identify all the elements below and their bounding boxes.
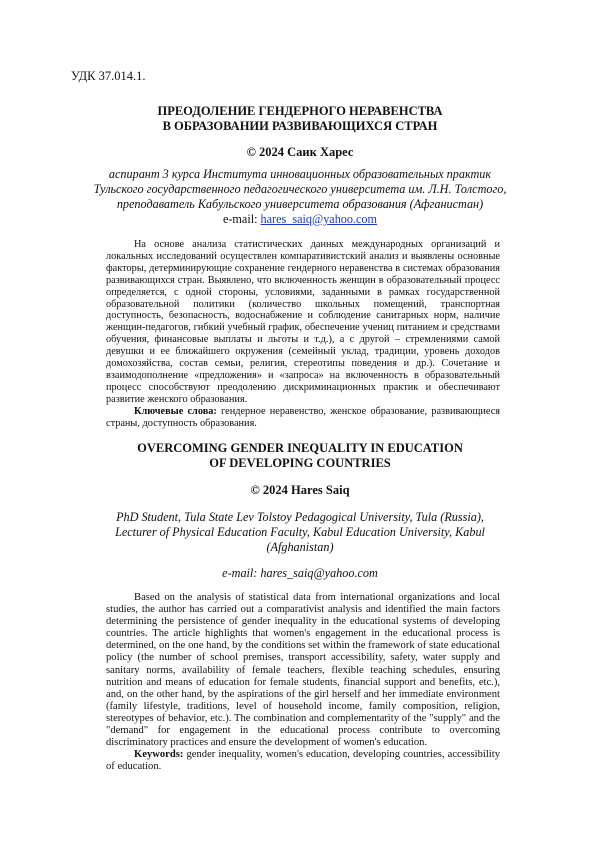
en-title-line: OF DEVELOPING COUNTRIES <box>209 456 391 470</box>
en-affiliation-line: (Afghanistan) <box>266 540 334 554</box>
ru-email-line <box>0 212 600 227</box>
en-affiliation-line: PhD Student, Tula State Lev Tolstoy Pedagogical University, Tula (Russia), <box>116 510 484 524</box>
ru-title-line: ПРЕОДОЛЕНИЕ ГЕНДЕРНОГО НЕРАВЕНСТВА <box>157 104 443 118</box>
ru-author: © 2024 Саик Харес <box>246 145 354 159</box>
en-affiliation-line: Lecturer of Physical Education Faculty, Kabul Education University, Kabul <box>115 525 485 539</box>
en-abstract <box>106 592 500 773</box>
ru-keywords-text: гендерное неравенство, женское образование, развивающиеся страны, доступность образования. <box>106 405 501 429</box>
ru-keywords-label: Ключевые слова: <box>134 405 217 417</box>
en-email-line: e-mail: hares_saiq@yahoo.com <box>222 566 378 580</box>
ru-affiliation <box>90 167 510 212</box>
ru-abstract-text: На основе анализа статистических данных международных организаций и локальных исследований осуществлен компаративистский анализ и выявлены основные факторы, детерминирующие сохранение гендерного неравенства в системах образования развивающихся стран. Выявлено, что включенность женщин в образовательный процесс определяется, с одной стороны, условиями, заданными в рамках государственной образовательной политики (количество школьных помещений, транспортная доступность, безопасность, водоснабжение и соблюдение санитарных норм, наличие женщин-педагогов, гибкий учебный график, обеспечение учениц питанием и средствами обучения, финансовые выплаты и льготы и т.д.), а с другой – стремлениями самой девушки и ее ближайшего окружения (семейный уклад, традиции, уровень доходов домохозяйства, состав семьи, религия, стереотипы поведения и др.). Сочетание и взаимодополнение «предложения» и «запроса» на включенность в образовательный процесс способствуют преодолению дискриминационных практик и обеспечивают развитие женского образования. <box>106 239 500 405</box>
en-abstract-text: Based on the analysis of statistical data from international organizations and local studies, the author has carried out a comparativist analysis and identified the main factors determining the persistence of gender inequality in the educational systems of developing countries. The article highlights that women's engagement in the educational process is determined, on the one hand, by the conditions set within the framework of state educational policy (the number of school premises, transport accessibility, safety, water supply and sanitary norms, availability of female teachers, flexible teaching schedules, ensuring nutrition and means of education for female students, financial support and benefits, etc.), and, on the other hand, by the aspirations of the girl herself and her immediate environment (family lifestyle, traditions, level of household income, family composition, religion, stereotypes of behavior, etc.). The combination and complementarity of the "supply" and the "demand" for engagement in the educational process contribute to overcoming discriminatory practices and ensure the development of women's education. <box>106 592 500 749</box>
ru-title <box>0 104 600 134</box>
ru-email-link[interactable]: hares_saiq@yahoo.com <box>260 212 378 226</box>
ru-keywords <box>106 406 500 430</box>
en-title <box>0 441 600 471</box>
ru-affiliation-line: аспирант 3 курса Института инновационных образовательных практик <box>108 167 492 181</box>
en-title-line: OVERCOMING GENDER INEQUALITY IN EDUCATION <box>137 441 463 455</box>
ru-abstract <box>106 239 500 430</box>
en-affiliation <box>90 510 510 555</box>
en-keywords-label: Keywords: <box>134 749 184 761</box>
ru-email-label: e-mail: <box>222 212 261 226</box>
ru-title-line: В ОБРАЗОВАНИИ РАЗВИВАЮЩИХСЯ СТРАН <box>162 119 438 133</box>
udk-code: УДК 37.014.1. <box>71 69 146 83</box>
ru-affiliation-line: преподаватель Кабульского университета образования (Афганистан) <box>116 197 484 211</box>
en-keywords-text: gender inequality, women's education, developing countries, accessibility of education. <box>106 749 500 773</box>
ru-affiliation-line: Тульского государственного педагогического университета им. Л.Н. Толстого, <box>93 182 507 196</box>
en-keywords <box>106 749 500 773</box>
en-author: © 2024 Hares Saiq <box>250 483 350 497</box>
